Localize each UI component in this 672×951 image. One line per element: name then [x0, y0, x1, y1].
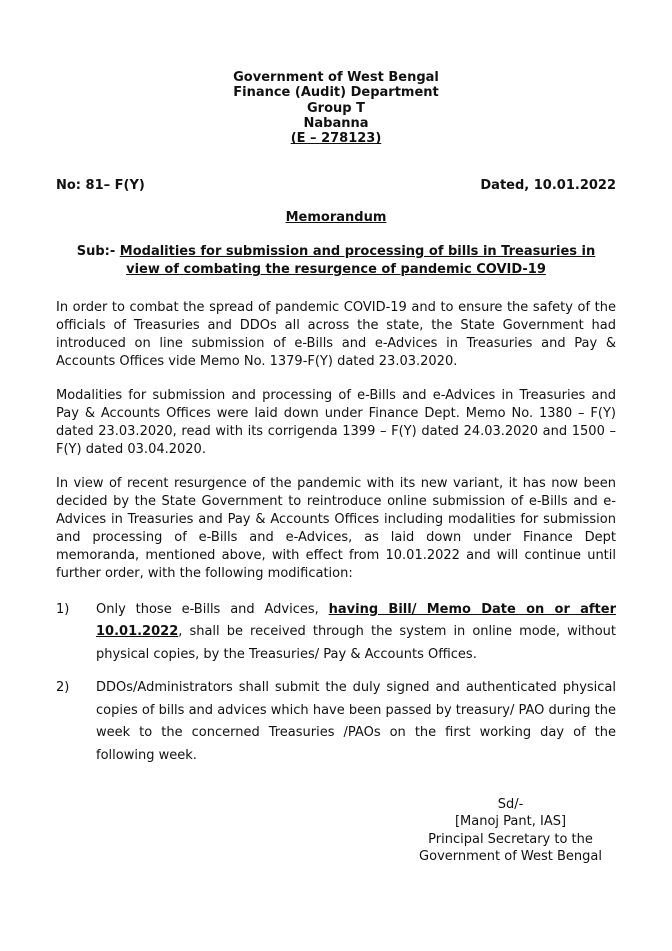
subject-text: Modalities for submission and processing of bills in Treasuries in view of combating the resurgence of pandemic COVID-19: [119, 243, 596, 277]
signatory-name: [Manoj Pant, IAS]: [454, 814, 567, 830]
memo-number: No: 81– F(Y): [56, 177, 145, 193]
letterhead-location: Nabanna: [303, 115, 369, 131]
list-item-text-post: , shall be received through the system in online mode, without physical copies, by the Treasuries/ Pay & Accounts Offices.: [96, 624, 616, 663]
list-item: [56, 677, 616, 768]
subject-prefix: Sub:-: [76, 243, 120, 259]
signatory-designation: Principal Secretary to the: [428, 831, 593, 847]
list-item-marker: 1): [56, 601, 70, 617]
letterhead-ref-number: (E – 278123): [290, 131, 382, 147]
list-item-text-emphasis: having Bill/ Memo Date on or after 10.01.2022: [96, 601, 616, 640]
list-item-text-pre: DDOs/Administrators shall submit the duly signed and authenticated physical copies of bills and advices which have been passed by treasury/ PAO during the week to the concerned Treasuries /PAOs on the first working day of the following week.: [96, 679, 616, 764]
list-item-text-pre: Only those e-Bills and Advices,: [96, 601, 329, 617]
signature-block-wrap: [56, 796, 616, 867]
subject-line: [56, 243, 616, 280]
letterhead-department: Finance (Audit) Department: [233, 85, 439, 101]
signature-sd: Sd/-: [497, 796, 524, 812]
signature-block: [419, 796, 602, 866]
signatory-organization: Government of West Bengal: [419, 849, 602, 865]
memo-meta-row: [56, 177, 616, 195]
letterhead-group: Group T: [307, 100, 365, 116]
letterhead-org: Government of West Bengal: [233, 70, 439, 85]
list-item-marker: 2): [56, 679, 70, 695]
list-item: [56, 599, 616, 667]
list-item-text: [96, 599, 616, 667]
paragraph-3: In view of recent resurgence of the pandemic with its new variant, it has now been decided by the State Government to reintroduce online submission of e-Bills and e-Advices in Treasuries and Pay & Accounts Offices including modalities for submission and processing of e-Bills and e-Advices, as laid down under Finance Dept memoranda, mentioned above, with effect from 10.01.2022 and will continue until further order, with the following modification:: [56, 475, 616, 581]
modification-list: [56, 599, 616, 768]
paragraph-1: In order to combat the spread of pandemic COVID-19 and to ensure the safety of the officials of Treasuries and DDOs all across the state, the State Government had introduced on line submission of e-Bills and e-Advices in Treasuries and Pay & Accounts Offices vide Memo No. 1379-F(Y) dated 23.03.2020.: [56, 300, 616, 370]
document-title: Memorandum: [285, 209, 387, 225]
paragraph-2: Modalities for submission and processing of e-Bills and e-Advices in Treasuries and Pay & Accounts Offices were laid down under Finance Dept. Memo No. 1380 – F(Y) dated 23.03.2020, read with its corrigenda 1399 – F(Y) dated 24.03.2020 and 1500 – F(Y) dated 03.04.2020.: [56, 388, 616, 457]
letterhead: [56, 70, 616, 147]
memo-date: Dated, 10.01.2022: [480, 177, 616, 193]
list-item-text: [96, 677, 616, 768]
